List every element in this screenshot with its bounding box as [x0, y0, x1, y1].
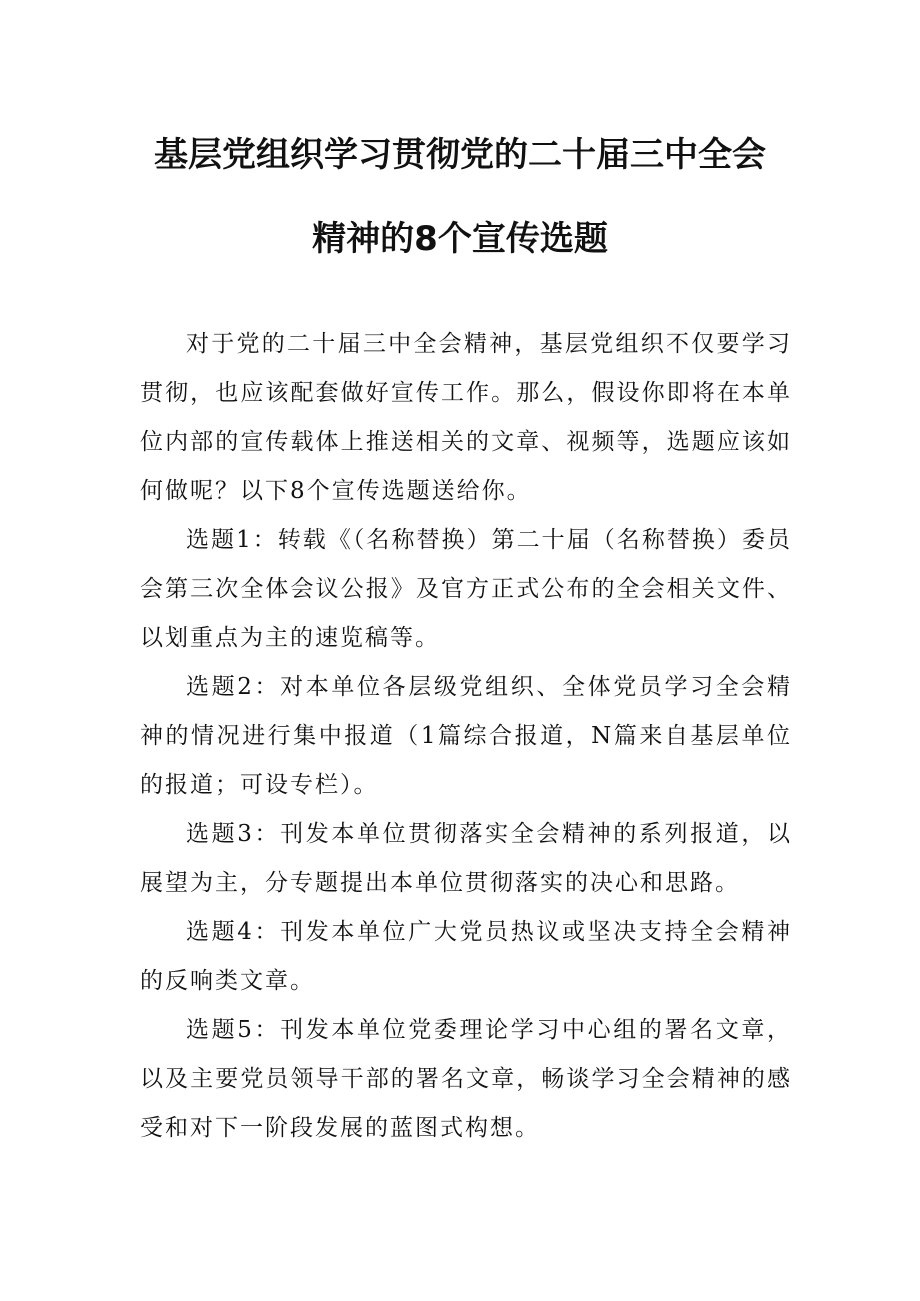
document-body [140, 320, 792, 1153]
topic-5-paragraph: 选题5：刊发本单位党委理论学习中心组的署名文章，以及主要党员领导干部的署名文章，畅谈学习全会精神的感受和对下一阶段发展的蓝图式构想。 [140, 1017, 792, 1141]
topic-2-paragraph: 选题2：对本单位各层级党组织、全体党员学习全会精神的情况进行集中报道（1篇综合报道，N篇来自基层单位的报道；可设专栏）。 [140, 674, 792, 798]
document-title-line-2: 精神的8个宣传选题 [312, 219, 608, 259]
topic-4-paragraph: 选题4：刊发本单位广大党员热议或坚决支持全会精神的反响类文章。 [140, 919, 792, 994]
document-title-line-1: 基层党组织学习贯彻党的二十届三中全会 [154, 135, 766, 175]
topic-3-paragraph: 选题3：刊发本单位贯彻落实全会精神的系列报道，以展望为主，分专题提出本单位贯彻落实的决心和思路。 [140, 821, 792, 896]
intro-paragraph: 对于党的二十届三中全会精神，基层党组织不仅要学习贯彻，也应该配套做好宣传工作。那么，假设你即将在本单位内部的宣传载体上推送相关的文章、视频等，选题应该如何做呢？以下8个宣传选题送给你。 [140, 331, 792, 504]
topic-1-paragraph: 选题1：转载《（名称替换）第二十届（名称替换）委员会第三次全体会议公报》及官方正式公布的全会相关文件、以划重点为主的速览稿等。 [140, 527, 792, 651]
